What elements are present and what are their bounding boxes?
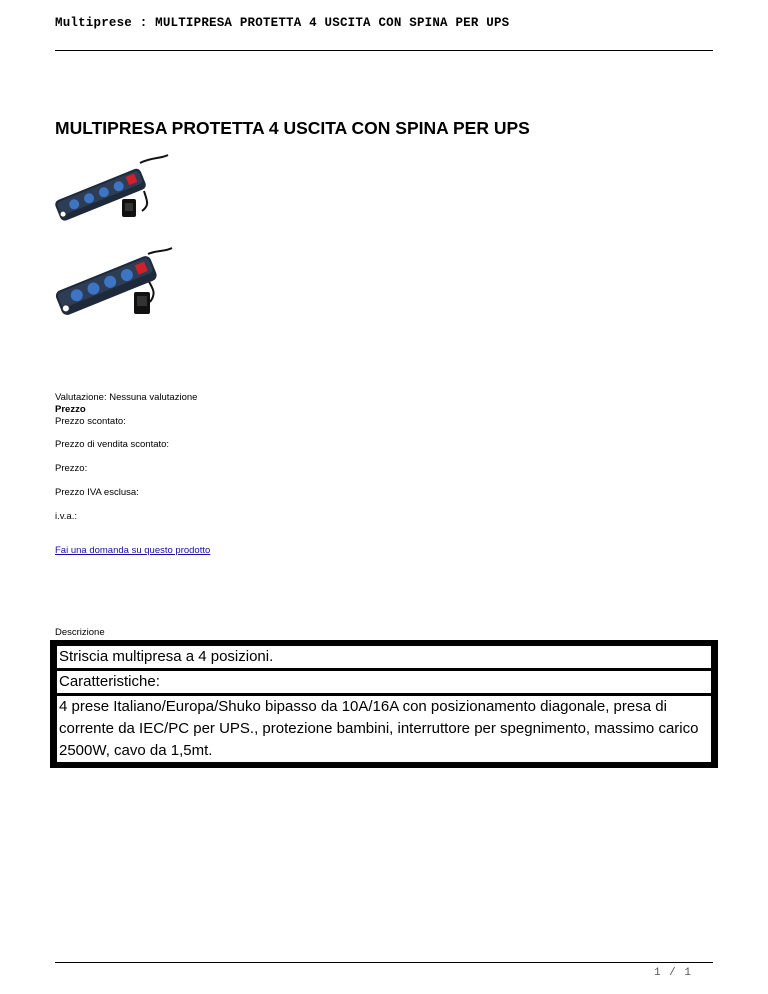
product-image[interactable]	[52, 240, 177, 325]
price-heading: Prezzo	[55, 404, 86, 415]
description-row: Striscia multipresa a 4 posizioni.	[57, 646, 711, 668]
price-label: Prezzo:	[55, 463, 88, 474]
description-table	[50, 640, 718, 768]
discounted-price-label: Prezzo scontato:	[55, 416, 126, 427]
price-ex-vat-label: Prezzo IVA esclusa:	[55, 487, 139, 498]
page-header-title: Multiprese : MULTIPRESA PROTETTA 4 USCITA CON SPINA PER UPS	[55, 16, 510, 30]
header-divider	[55, 50, 713, 51]
footer-divider	[55, 962, 713, 963]
description-row: 4 prese Italiano/Europa/Shuko bipasso da 10A/16A con posizionamento diagonale, presa di corrente da IEC/PC per UPS., protezione bambini, interruttore per spegnimento, massimo carico 2500W, cavo da 1,5mt.	[57, 696, 711, 762]
vat-label: i.v.a.:	[55, 511, 77, 522]
ask-question-link[interactable]: Fai una domanda su questo prodotto	[55, 545, 211, 556]
product-title: MULTIPRESA PROTETTA 4 USCITA CON SPINA PER UPS	[55, 118, 530, 138]
product-image[interactable]	[52, 153, 177, 238]
discounted-sale-price-label: Prezzo di vendita scontato:	[55, 439, 170, 450]
rating-text: Valutazione: Nessuna valutazione	[55, 392, 198, 403]
description-row: Caratteristiche:	[57, 671, 711, 693]
description-label: Descrizione	[55, 627, 105, 638]
page-number: 1 / 1	[653, 967, 692, 979]
